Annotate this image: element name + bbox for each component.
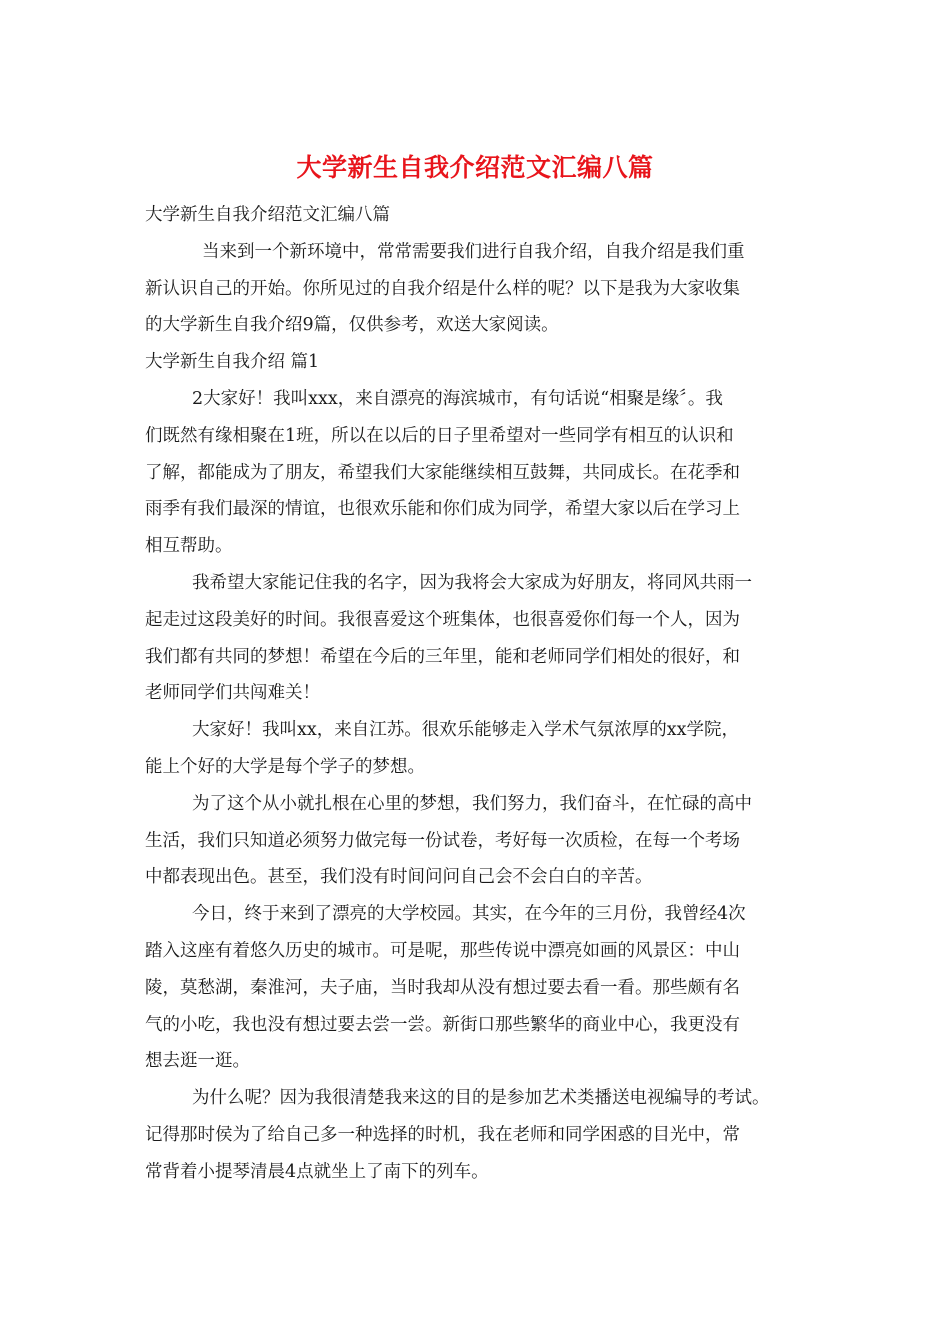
body-line: 陵，莫愁湖，秦淮河，夫子庙，当时我却从没有想过要去看一看。那些颇有名 — [145, 977, 740, 998]
document-subtitle: 大学新生自我介绍范文汇编八篇 — [145, 205, 390, 225]
body-line: 雨季有我们最深的情谊，也很欢乐能和你们成为同学，希望大家以后在学习上 — [145, 499, 740, 520]
body-line: 新认识自己的开始。你所见过的自我介绍是什么样的呢？以下是我为大家收集 — [145, 278, 740, 299]
body-line: 中都表现出色。甚至，我们没有时间问问自己会不会白白的辛苦。 — [145, 867, 653, 888]
body-line: 起走过这段美好的时间。我很喜爱这个班集体，也很喜爱你们每一个人，因为 — [145, 609, 740, 630]
body-line: 了解，都能成为了朋友，希望我们大家能继续相互鼓舞，共同成长。在花季和 — [145, 462, 740, 483]
body-line: 2大家好！我叫xxx，来自漂亮的海滨城市，有句话说“相聚是缘〞。我 — [192, 388, 723, 409]
body-line: 想去逛一逛。 — [145, 1051, 250, 1072]
body-line: 相互帮助。 — [145, 536, 233, 557]
body-line: 今日，终于来到了漂亮的大学校园。其实，在今年的三月份，我曾经4次 — [192, 904, 746, 925]
body-line: 能上个好的大学是每个学子的梦想。 — [145, 756, 425, 777]
document-body — [145, 197, 805, 1191]
body-line: 的大学新生自我介绍9篇，仅供参考，欢送大家阅读。 — [145, 315, 559, 336]
body-line: 常背着小提琴清晨4点就坐上了南下的列车。 — [145, 1161, 489, 1182]
body-line: 大学新生自我介绍 篇1 — [145, 352, 320, 373]
body-line: 老师同学们共闯难关！ — [145, 683, 320, 704]
body-line: 记得那时侯为了给自己多一种选择的时机，我在老师和同学困惑的目光中，常 — [145, 1124, 740, 1145]
body-line: 为了这个从小就扎根在心里的梦想，我们努力，我们奋斗，在忙碌的高中 — [192, 793, 752, 814]
body-line: 踏入这座有着悠久历史的城市。可是呢，那些传说中漂亮如画的风景区：中山 — [145, 940, 740, 961]
body-line: 气的小吃，我也没有想过要去尝一尝。新街口那些繁华的商业中心，我更没有 — [145, 1014, 740, 1035]
body-line: 为什么呢？因为我很清楚我来这的目的是参加艺术类播送电视编导的考试。 — [192, 1088, 770, 1109]
body-line: 当来到一个新环境中，常常需要我们进行自我介绍，自我介绍是我们重 — [202, 241, 745, 262]
body-line: 我们都有共同的梦想！希望在今后的三年里，能和老师同学们相处的很好，和 — [145, 646, 740, 667]
document-title: 大学新生自我介绍范文汇编八篇 — [296, 153, 654, 182]
body-line: 大家好！我叫xx，来自江苏。很欢乐能够走入学术气氛浓厚的xx学院， — [192, 720, 739, 741]
body-line: 生活，我们只知道必须努力做完每一份试卷，考好每一次质检，在每一个考场 — [145, 830, 740, 851]
body-line: 我希望大家能记住我的名字，因为我将会大家成为好朋友，将同风共雨一 — [192, 572, 752, 593]
body-line: 们既然有缘相聚在1班，所以在以后的日子里希望对一些同学有相互的认识和 — [145, 425, 734, 446]
